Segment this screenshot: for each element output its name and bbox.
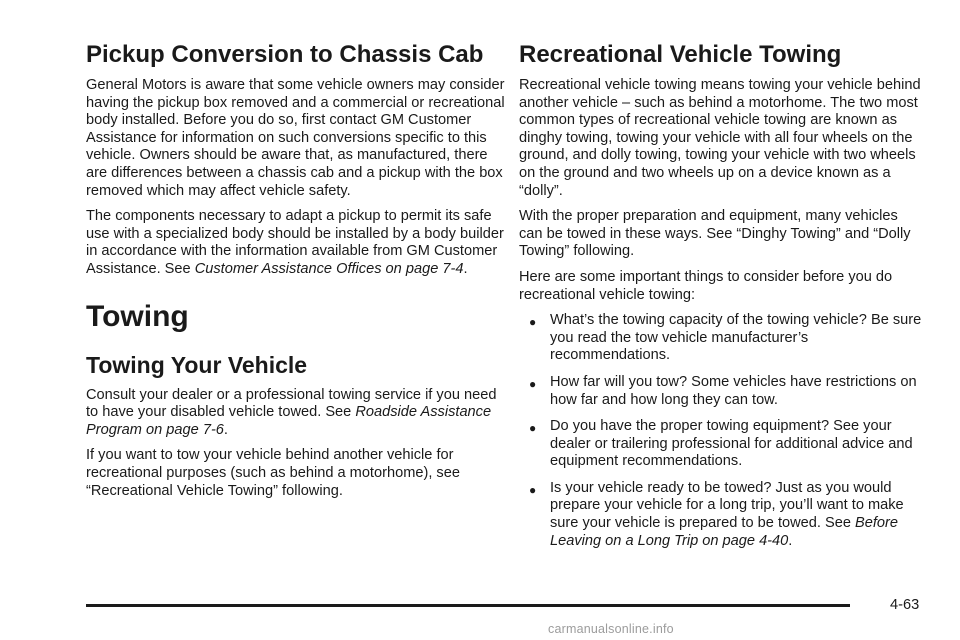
bullet-icon: ● — [529, 482, 537, 497]
right-column — [519, 40, 923, 559]
paragraph-rv-considerations: Here are some important things to consider before you do recreational vehicle towing: — [519, 268, 893, 303]
paragraph-pickup-components — [86, 208, 506, 278]
left-column — [86, 40, 506, 508]
section-heading-pickup-conversion: Pickup Conversion to Chassis Cab — [86, 41, 484, 68]
list-item-text: How far will you tow? Some vehicles have restrictions on how far and how long they can tow. — [550, 373, 917, 408]
paragraph-towing-consult — [86, 387, 506, 440]
section-heading-recreational-towing: Recreational Vehicle Towing — [519, 41, 842, 68]
page-number: 4-63 — [890, 597, 920, 613]
cross-reference-roadside-assistance[interactable]: Roadside Assistance Program on page 7-6 — [86, 404, 492, 438]
paragraph-end: . — [463, 260, 468, 277]
section-heading-towing-your-vehicle: Towing Your Vehicle — [86, 351, 308, 378]
paragraph-rv-definition: Recreational vehicle towing means towing your vehicle behind another vehicle – such as behind a motorhome. The two most common types of recreational vehicle towing are known as dinghy towing, towing your vehicle with all four wheels on the ground, and dolly towing, towing your vehicle with two wheels on the ground and two wheels up on a device known as a “dolly”. — [519, 77, 921, 199]
paragraph-text: Consult your dealer or a professional towing service if you need to have your disabled vehicle towed. See — [86, 386, 497, 421]
list-item — [519, 418, 923, 471]
list-item — [519, 312, 923, 365]
footer-rule — [86, 604, 850, 607]
paragraph-text: The components necessary to adapt a pickup to permit its safe use with a specialized body should be installed by a body builder in accordance with the information available from GM Customer Assistance. See — [86, 208, 504, 277]
list-item-text: Is your vehicle ready to be towed? Just as you would prepare your vehicle for a long trip, you’ll want to make sure your vehicle is prepared to be towed. See — [550, 479, 904, 532]
list-item-text: Do you have the proper towing equipment? See your dealer or trailering professional for additional advice and equipment recommendations. — [550, 418, 913, 470]
cross-reference-customer-assistance[interactable]: Customer Assistance Offices on page 7-4 — [194, 260, 464, 277]
list-item — [519, 480, 923, 550]
paragraph-end: . — [223, 421, 228, 438]
consideration-list — [519, 312, 923, 550]
bullet-icon: ● — [529, 376, 537, 391]
bullet-icon: ● — [529, 315, 537, 330]
list-item-text: What’s the towing capacity of the towing vehicle? Be sure you read the tow vehicle manufacturer’s recommendations. — [550, 312, 922, 364]
paragraph-rv-preparation: With the proper preparation and equipment, many vehicles can be towed in these ways. See “Dinghy Towing” and “Dolly Towing” following. — [519, 208, 911, 260]
cross-reference-long-trip[interactable]: Before Leaving on a Long Trip on page 4-40 — [550, 515, 899, 549]
bullet-icon: ● — [529, 421, 537, 436]
paragraph-pickup-intro: General Motors is aware that some vehicle owners may consider having the pickup box removed and a commercial or recreational body installed. Before you do so, first contact GM Customer Assistance for information on such conversions specific to this vehicle. Owners should be aware that, as manufactured, there are differences between a chassis cab and a pickup with the box removed which may affect vehicle safety. — [86, 77, 505, 199]
list-item-end: . — [788, 532, 793, 549]
watermark: carmanualsonline.info — [548, 622, 674, 636]
chapter-heading-towing: Towing — [86, 299, 189, 333]
paragraph-towing-recreational: If you want to tow your vehicle behind another vehicle for recreational purposes (such as behind a motorhome), see “Recreational Vehicle Towing” following. — [86, 447, 460, 499]
list-item — [519, 374, 923, 409]
